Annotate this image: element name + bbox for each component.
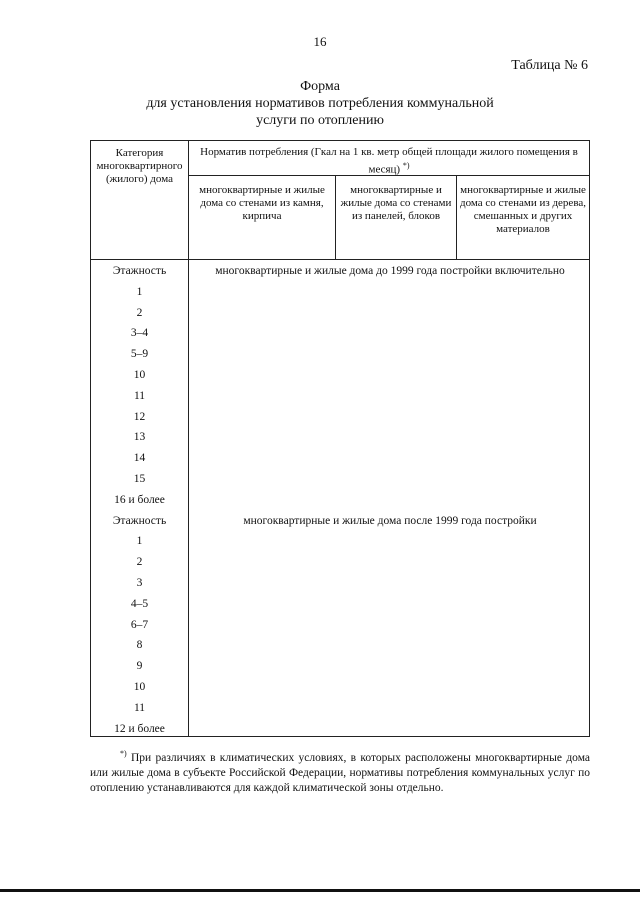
- subcol-wood-mixed: многоквартирные и жилые дома со стенами из дерева, смешанных и других материалов: [460, 184, 587, 235]
- section2-floor: 8: [136, 639, 143, 652]
- section1-floor: 3–4: [130, 327, 149, 340]
- norms-table: [90, 140, 590, 737]
- section1-floor: 10: [133, 368, 146, 381]
- section2-floor: 12 и более: [114, 722, 165, 735]
- section1-floor: 13: [133, 431, 146, 444]
- section1-floor: 5–9: [130, 348, 149, 361]
- section1-floor: 15: [133, 472, 146, 485]
- section2-floor: 11: [133, 701, 146, 714]
- section1-floor: 11: [133, 389, 146, 402]
- floor-list: [91, 261, 188, 739]
- table-divider-body: [91, 259, 589, 260]
- section2-floor: 9: [136, 660, 143, 673]
- section1-floor: 14: [133, 452, 146, 465]
- subcol-panels-blocks: многоквартирные и жилые дома со стенами из панелей, блоков: [340, 184, 452, 222]
- section2-floor: 10: [133, 680, 146, 693]
- footnote-mark: *): [120, 749, 127, 758]
- title-line-1: Форма: [300, 79, 340, 94]
- page-number: 16: [313, 34, 327, 49]
- section1-floor: 16 и более: [114, 493, 165, 506]
- section2-label: Этажность: [112, 514, 167, 527]
- header-category: Категория многоквартирного (жилого) дома: [96, 147, 183, 185]
- footnote: [90, 746, 590, 796]
- title-line-2: для установления нормативов потребления коммунальной: [146, 96, 494, 111]
- table-divider-category: [188, 141, 189, 736]
- footnote-text: При различиях в климатических условиях, в которых расположены многоквартирные дома или жилые дома в субъекте Российской Федерации, нормативы потребления коммунальных услуг по отоплению устанавливаются для каждой климатической зоны отдельно.: [90, 751, 591, 794]
- title-line-3: услуги по отоплению: [256, 113, 384, 128]
- section2-floor: 6–7: [130, 618, 149, 631]
- table-divider-subcol-2: [456, 175, 457, 259]
- header-norm-text: Норматив потребления (Гкал на 1 кв. метр общей площади жилого помещения в месяц): [200, 146, 578, 176]
- section1-label: Этажность: [112, 265, 167, 277]
- section1-floor: 2: [136, 306, 143, 319]
- section2-floor: 4–5: [130, 597, 149, 610]
- header-norm: [193, 146, 585, 177]
- section2-floor: 2: [136, 556, 143, 569]
- section2-floor: 3: [136, 576, 143, 589]
- form-title: [0, 78, 640, 129]
- bottom-rule: [0, 889, 640, 892]
- section2-span-text: многоквартирные и жилые дома после 1999 года постройки: [243, 515, 537, 527]
- header-norm-footnote-mark: *): [402, 161, 410, 170]
- table-divider-subcol-1: [335, 175, 336, 259]
- section2-floor: 1: [136, 535, 143, 548]
- section1-span-text: многоквартирные и жилые дома до 1999 года постройки включительно: [215, 265, 565, 277]
- table-label: Таблица № 6: [511, 58, 588, 73]
- subcol-stone-brick: многоквартирные и жилые дома со стенами из камня, кирпича: [199, 184, 325, 222]
- section1-floor: 1: [136, 285, 143, 298]
- section1-floor: 12: [133, 410, 146, 423]
